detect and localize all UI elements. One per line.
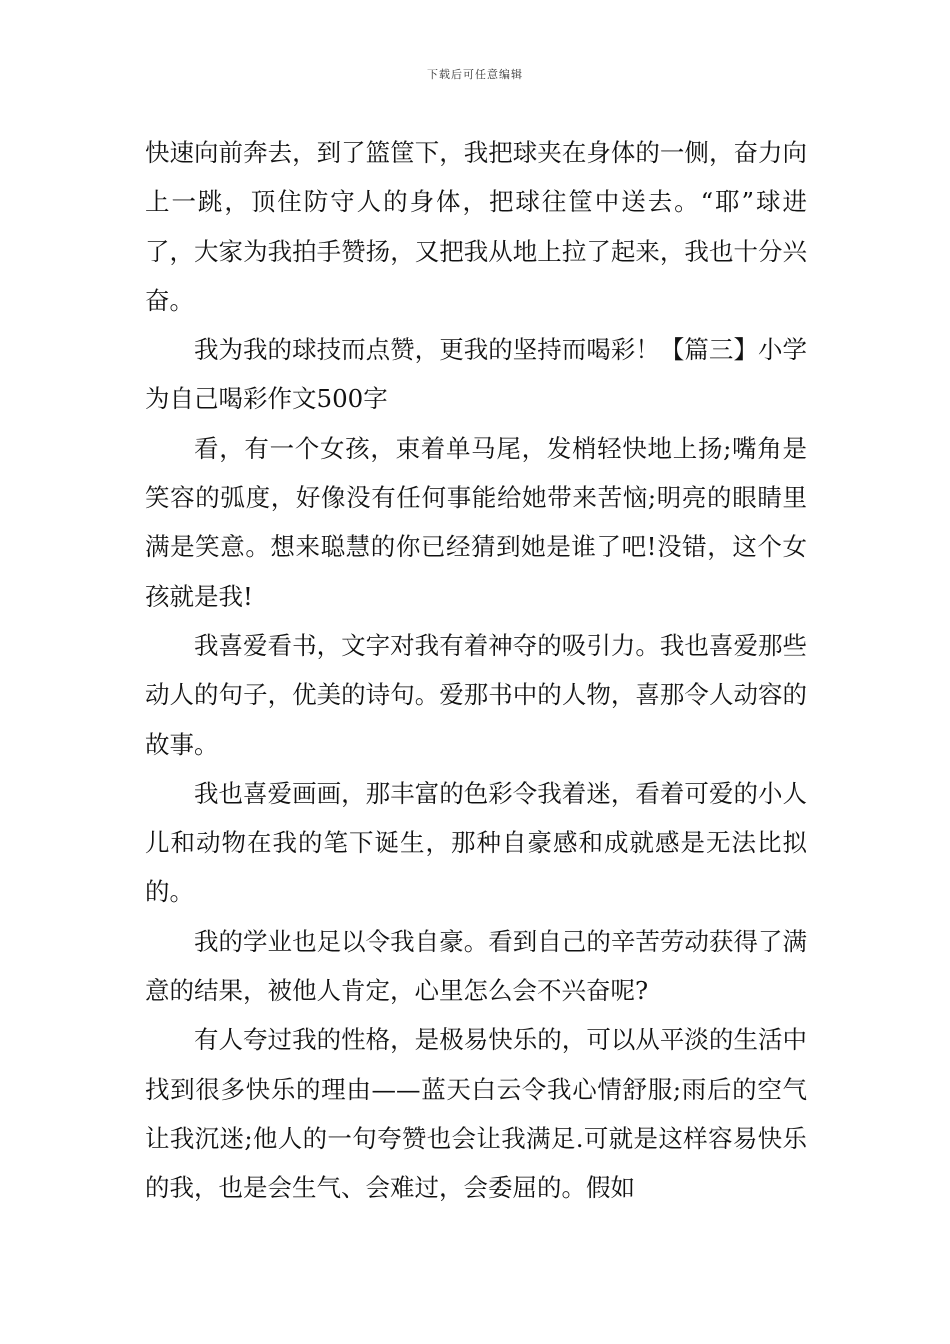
paragraph-reading: 我喜爱看书，文字对我有着神夺的吸引力。我也喜爱那些动人的句子，优美的诗句。爱那书中的人物，喜那令人动容的故事。 — [145, 630, 807, 759]
paragraph-section-three-title: 我为我的球技而点赞，更我的坚持而喝彩！【篇三】小学为自己喝彩作文500字 — [145, 335, 807, 414]
page-header: 下载后可任意编辑 — [427, 68, 523, 81]
paragraph-girl-description: 看，有一个女孩，束着单马尾，发梢轻快地上扬;嘴角是笑容的弧度，好像没有任何事能给她带来苦恼;明亮的眼睛里满是笑意。想来聪慧的你已经猜到她是谁了吧!没错，这个女孩就是我! — [145, 433, 807, 611]
document-body — [145, 128, 807, 1213]
paragraph-basketball-ending: 快速向前奔去，到了篮筐下，我把球夹在身体的一侧，奋力向上一跳，顶住防守人的身体，把球往筐中送去。“耶”球进了，大家为我拍手赞扬，又把我从地上拉了起来，我也十分兴奋。 — [145, 138, 807, 315]
paragraph-personality: 有人夸过我的性格，是极易快乐的，可以从平淡的生活中找到很多快乐的理由——蓝天白云令我心情舒服;雨后的空气让我沉迷;他人的一句夸赞也会让我满足.可就是这样容易快乐的我，也是会生气、会难过，会委屈的。假如 — [145, 1025, 807, 1203]
paragraph-drawing: 我也喜爱画画，那丰富的色彩令我着迷，看着可爱的小人儿和动物在我的笔下诞生，那种自豪感和成就感是无法比拟的。 — [145, 778, 807, 907]
paragraph-study: 我的学业也足以令我自豪。看到自己的辛苦劳动获得了满意的结果，被他人肯定，心里怎么会不兴奋呢? — [145, 926, 807, 1006]
